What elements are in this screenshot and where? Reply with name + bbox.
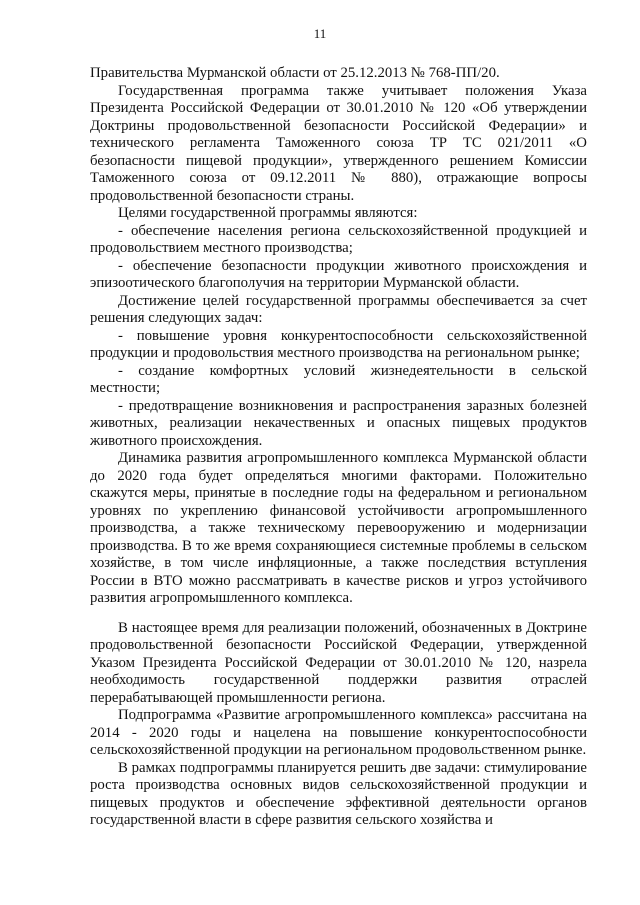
paragraph: - обеспечение безопасности продукции животного происхождения и эпизоотического благополучия на территории Мурманской области.: [90, 257, 587, 291]
paragraph: В настоящее время для реализации положений, обозначенных в Доктрине продовольственной безопасности Российской Федерации, утвержденной Указом Президента Российской Федерации от 30.01.2010 № 120, назрела необходимость государственной поддержки развития отраслей перерабатывающей промышленности региона.: [90, 619, 587, 706]
page-number: 11: [313, 26, 327, 41]
paragraph: - обеспечение населения региона сельскохозяйственной продукцией и продовольствием местного производства;: [90, 222, 587, 256]
paragraph: - предотвращение возникновения и распространения заразных болезней животных, реализации некачественных и опасных пищевых продуктов животного происхождения.: [90, 397, 587, 449]
document-body: [90, 65, 587, 830]
paragraph: - повышение уровня конкурентоспособности сельскохозяйственной продукции и продовольствия местного производства на региональном рынке;: [90, 327, 587, 361]
paragraph: Правительства Мурманской области от 25.12.2013 № 768-ПП/20.: [90, 65, 500, 81]
paragraph: Целями государственной программы являются:: [118, 205, 418, 221]
paragraph: Достижение целей государственной программы обеспечивается за счет решения следующих задач:: [90, 292, 587, 326]
paragraph: Динамика развития агропромышленного комплекса Мурманской области до 2020 года будет определяться многими факторами. Положительно скажутся меры, принятые в последние годы на федеральном и региональном уровнях по укреплению финансовой устойчивости агропромышленного производства, а также техническому перевооружению и модернизации производства. В то же время сохраняющиеся системные проблемы в сельском хозяйстве, в том числе инфляционные, а также последствия вступления России в ВТО можно рассматривать в качестве рисков и угроз устойчивого развития агропромышленного комплекса.: [90, 450, 587, 606]
paragraph: Государственная программа также учитывает положения Указа Президента Российской Федерации от 30.01.2010 № 120 «Об утверждении Доктрины продовольственной безопасности Российской Федерации» и технического регламента Таможенного союза ТР ТС 021/2011 «О безопасности пищевой продукции», утвержденного решением Комиссии Таможенного союза от 09.12.2011 № 880), отражающие вопросы продовольственной безопасности страны.: [90, 82, 587, 204]
paragraph: Подпрограмма «Развитие агропромышленного комплекса» рассчитана на 2014 - 2020 годы и нацелена на повышение конкурентоспособности сельскохозяйственной продукции на региональном продовольственном рынке.: [90, 707, 587, 758]
paragraph: - создание комфортных условий жизнедеятельности в сельской местности;: [90, 362, 587, 396]
paragraph: В рамках подпрограммы планируется решить две задачи: стимулирование роста производства основных видов сельскохозяйственной продукции и пищевых продуктов и обеспечение эффективной деятельности органов государственной власти в сфере развития сельского хозяйства и: [90, 759, 587, 828]
